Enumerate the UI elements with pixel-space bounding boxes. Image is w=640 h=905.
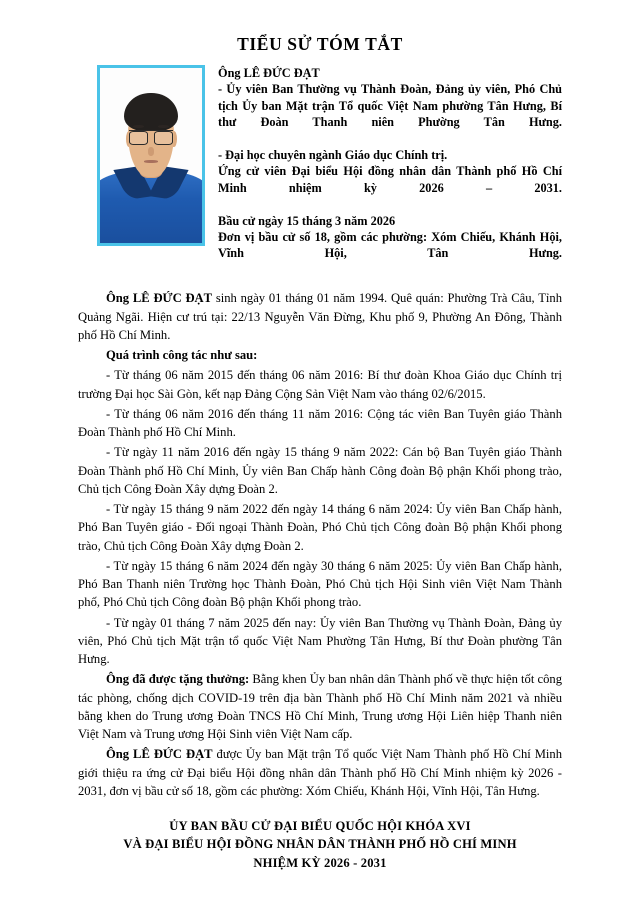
- biography-body: [0, 289, 640, 800]
- lens-right-shape: [154, 131, 174, 145]
- career-heading: [78, 346, 562, 364]
- page-title: TIỂU SỬ TÓM TẮT: [237, 34, 403, 54]
- career-item: - Từ ngày 15 tháng 6 năm 2024 đến ngày 30 tháng 6 năm 2025: Ủy viên Ban Chấp hành, Phó Ban Thanh niên Trường học Thành Đoàn, Phó Chủ tịch Hội Sinh viên Việt Nam Thành phố, Phó Chủ tịch Công đoàn Bộ phận Khối phong trào.: [78, 558, 562, 610]
- nomination-paragraph: [78, 745, 562, 800]
- career-item: - Từ ngày 15 tháng 9 năm 2022 đến ngày 14 tháng 6 năm 2024: Ủy viên Ban Chấp hành, Phó Ban Tuyên giáo - Đối ngoại Thành Đoàn, Phó Chủ tịch Công đoàn Bộ phận Khối phong trào, Chủ tịch Công Đoàn Xây dựng Đoàn 2.: [78, 502, 562, 553]
- nomination-detail: được Ủy ban Mặt trận Tổ quốc Việt Nam Thành phố Hồ Chí Minh giới thiệu ra ứng cử Đại biểu Hội đồng nhân dân Thành phố Hồ Chí Minh nhiệm kỳ 2026 - 2031, đơn vị bầu cử số 18, gồm các phường: Xóm Chiếu, Khánh Hội, Vĩnh Hội, Tân Hưng.: [78, 747, 562, 798]
- nose-shape: [148, 147, 154, 156]
- intro-paragraph: [78, 289, 562, 344]
- election-date: Bầu cử ngày 15 tháng 3 năm 2026: [218, 213, 396, 228]
- candidate-name: Ông LÊ ĐỨC ĐẠT: [218, 66, 320, 80]
- candidate-candidacy: Ứng cử viên Đại biểu Hội đồng nhân dân Thành phố Hồ Chí Minh nhiệm kỳ 2026 – 2031.: [218, 164, 562, 195]
- career-item: - Từ ngày 01 tháng 7 năm 2025 đến nay: Ủy viên Ban Thường vụ Thành Đoàn, Đảng ủy viên, Phó Chủ tịch Mặt trận tổ quốc Việt Nam Phường Tân Hưng, Bí thư Đoàn phường Tân Hưng.: [78, 615, 562, 667]
- awards-heading-label: Ông đã được tặng thưởng:: [106, 672, 250, 687]
- footer-line-3: NHIỆM KỲ 2026 - 2031: [253, 855, 387, 870]
- glasses-icon: [129, 130, 174, 145]
- awards-paragraph: [78, 670, 562, 743]
- awards-detail: Bằng khen Ủy ban nhân dân Thành phố về thực hiện tốt công tác phòng, chống dịch COVID-19 trên địa bàn Thành phố Hồ Chí Minh năm 2021 và nhiều bằng khen do Trung ương Đoàn TNCS Hồ Chí Minh, Trung ương Hội Liên hiệp Thanh niên Việt Nam và Trung ương Hội Sinh viên Việt Nam cấp.: [78, 672, 562, 742]
- career-heading-label: Quá trình công tác như sau:: [106, 348, 258, 363]
- candidate-positions: - Ủy viên Ban Thường vụ Thành Đoàn, Đảng ủy viên, Phó Chủ tịch Ủy ban Mặt trận Tổ quốc Việt Nam phường Tân Hưng, Bí thư Đoàn Thanh niên Phường Tân Hưng.: [218, 82, 562, 130]
- career-item: - Từ ngày 11 năm 2016 đến ngày 15 tháng 9 năm 2022: Cán bộ Ban Tuyên giáo Thành Đoàn Thành phố Hồ Chí Minh, Ủy viên Ban Chấp hành Công đoàn Bộ phận Khối phong trào, Chủ tịch Công Đoàn Xây dựng Đoàn 2.: [78, 445, 562, 496]
- intro-detail: sinh ngày 01 tháng 01 năm 1994. Quê quán: Phường Trà Câu, Tỉnh Quảng Ngãi. Hiện cư trú tại: 22/13 Nguyễn Văn Đừng, Khu phố 9, Phường An Đông, Thành phố Hồ Chí Minh.: [78, 291, 562, 342]
- portrait-illustration: [100, 68, 202, 243]
- shirt-shape: [100, 170, 202, 244]
- candidate-identity-block: [205, 65, 562, 278]
- nomination-name: Ông LÊ ĐỨC ĐẠT: [106, 747, 213, 762]
- career-item: - Từ tháng 06 năm 2016 đến tháng 11 năm 2016: Cộng tác viên Ban Tuyên giáo Thành Đoàn Thành phố Hồ Chí Minh.: [78, 406, 562, 440]
- mouth-shape: [144, 160, 158, 163]
- intro-name: Ông LÊ ĐỨC ĐẠT: [106, 291, 213, 306]
- lens-left-shape: [129, 131, 149, 145]
- candidate-education: - Đại học chuyên ngành Giáo dục Chính trị.: [218, 148, 448, 163]
- candidate-header: [0, 65, 640, 278]
- footer-line-1: ỦY BAN BẦU CỬ ĐẠI BIỂU QUỐC HỘI KHÓA XVI: [169, 819, 471, 834]
- footer-line-2: VÀ ĐẠI BIỂU HỘI ĐỒNG NHÂN DÂN THÀNH PHỐ HỒ CHÍ MINH: [123, 837, 517, 852]
- candidate-photo: [97, 65, 205, 246]
- issuing-authority-footer: [0, 817, 640, 872]
- constituency-info: Đơn vị bầu cử số 18, gồm các phường: Xóm Chiếu, Khánh Hội, Vĩnh Hội, Tân Hưng.: [218, 230, 562, 261]
- career-item: - Từ tháng 06 năm 2015 đến tháng 06 năm 2016: Bí thư đoàn Khoa Giáo dục Chính trị trường Đại học Sài Gòn, kết nạp Đảng Cộng Sản Việt Nam vào tháng 02/6/2015.: [78, 368, 562, 401]
